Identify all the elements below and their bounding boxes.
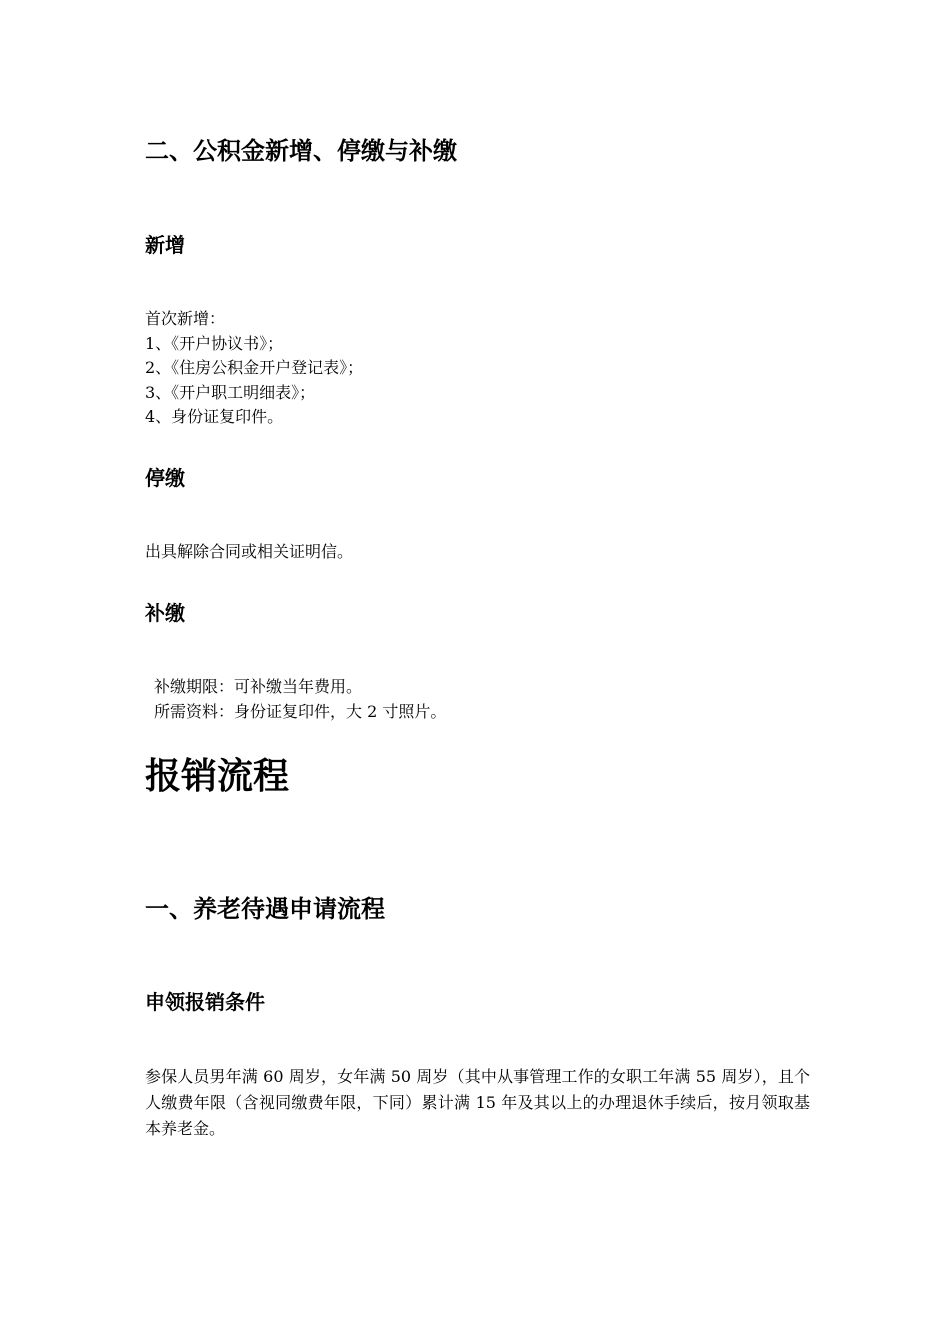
page-title-reimbursement: 报销流程 bbox=[145, 756, 290, 797]
add-requirements-list bbox=[145, 307, 363, 430]
list-item: 2、《住房公积金开户登记表》； bbox=[145, 358, 364, 377]
conditions-paragraph: 参保人员男年满 60 周岁，女年满 50 周岁（其中从事管理工作的女职工年满 55 周岁），且个人缴费年限（含视同缴费年限，下同）累计满 15 年及其以上的办理退休手续后，按月领取基本养老金。 bbox=[145, 1067, 810, 1138]
heading-supplement: 补缴 bbox=[145, 601, 185, 625]
supplement-materials: 所需资料：身份证复印件，大 2 寸照片。 bbox=[154, 701, 447, 721]
heading-stop: 停缴 bbox=[145, 466, 185, 490]
heading-add: 新增 bbox=[145, 233, 185, 257]
supplement-details bbox=[145, 675, 446, 724]
heading-conditions: 申领报销条件 bbox=[145, 990, 265, 1014]
supplement-period: 补缴期限：可补缴当年费用。 bbox=[154, 677, 363, 696]
add-intro: 首次新增： bbox=[145, 309, 226, 328]
list-item: 3、《开户职工明细表》； bbox=[145, 382, 316, 402]
list-item: 4、身份证复印件。 bbox=[145, 407, 284, 426]
stop-text: 出具解除合同或相关证明信。 bbox=[145, 542, 354, 561]
list-item: 1、《开户协议书》； bbox=[145, 333, 284, 353]
section-title-housing-fund: 二、公积金新增、停缴与补缴 bbox=[145, 137, 457, 165]
section-title-pension: 一、养老待遇申请流程 bbox=[145, 895, 385, 923]
